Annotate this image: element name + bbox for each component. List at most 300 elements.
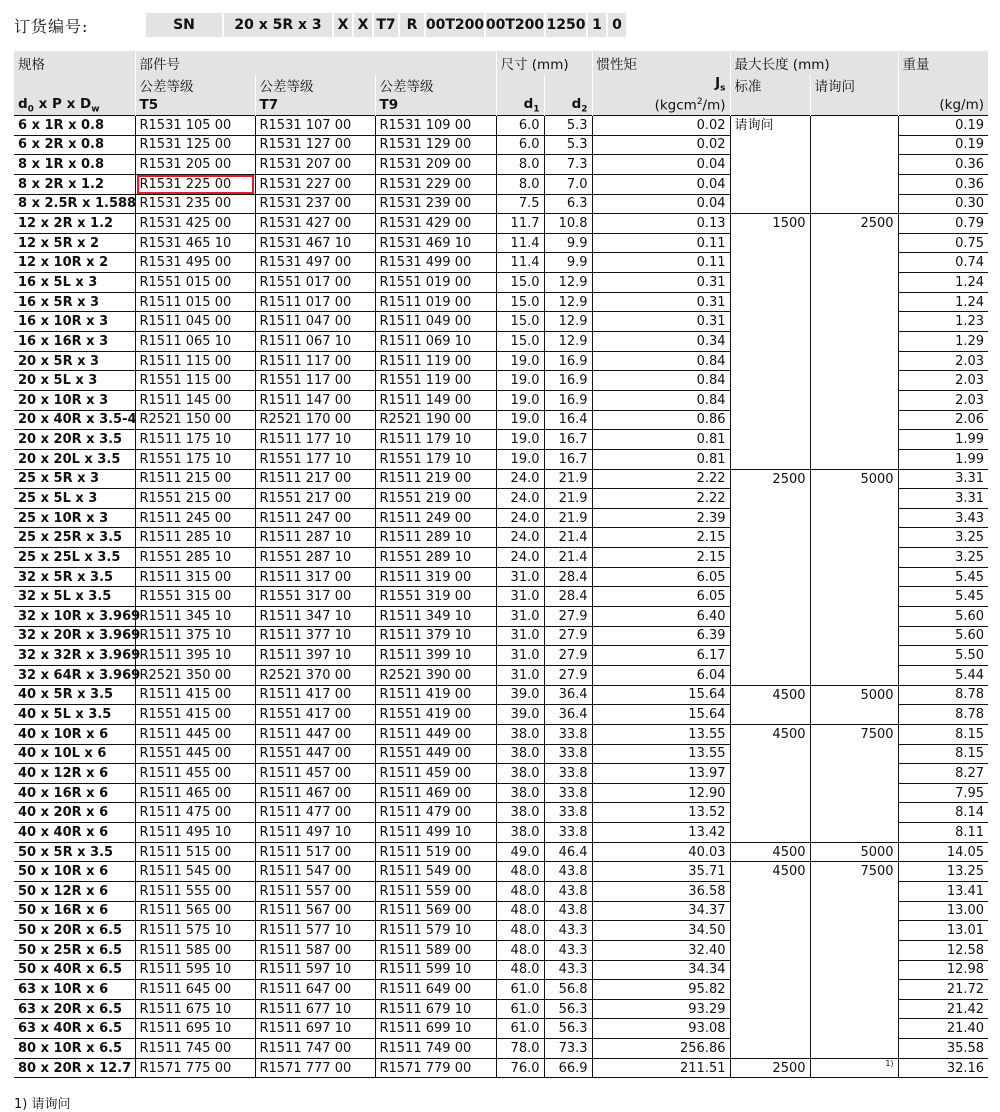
cell-d1: 24.0 xyxy=(496,548,544,568)
cell-weight: 3.43 xyxy=(898,508,988,528)
cell-part-t5: R1551 285 10 xyxy=(135,548,255,568)
table-row xyxy=(14,312,988,332)
cell-d2: 43.8 xyxy=(544,862,592,882)
cell-d1: 48.0 xyxy=(496,901,544,921)
cell-d2: 43.3 xyxy=(544,921,592,941)
table-row xyxy=(14,783,988,803)
cell-d2: 12.9 xyxy=(544,332,592,352)
table-row xyxy=(14,371,988,391)
cell-length-standard xyxy=(730,194,810,214)
cell-part-t9: R1511 069 10 xyxy=(375,332,496,352)
header-part-no: 部件号 xyxy=(135,51,496,75)
cell-inertia: 6.40 xyxy=(592,607,730,627)
cell-part-t7: R1511 147 00 xyxy=(255,390,375,410)
cell-d1: 11.4 xyxy=(496,233,544,253)
cell-part-t5: R1531 425 00 xyxy=(135,214,255,234)
cell-d2: 33.8 xyxy=(544,724,592,744)
cell-d1: 48.0 xyxy=(496,921,544,941)
table-row xyxy=(14,233,988,253)
table-row xyxy=(14,724,988,744)
cell-length-request xyxy=(810,292,898,312)
cell-d2: 21.9 xyxy=(544,508,592,528)
cell-length-request xyxy=(810,646,898,666)
cell-length-standard xyxy=(730,155,810,175)
cell-inertia: 13.55 xyxy=(592,744,730,764)
cell-d1: 19.0 xyxy=(496,351,544,371)
cell-part-t9: R1511 549 00 xyxy=(375,862,496,882)
cell-part-t5: R1511 585 00 xyxy=(135,940,255,960)
cell-inertia: 211.51 xyxy=(592,1058,730,1078)
cell-inertia: 0.04 xyxy=(592,174,730,194)
cell-d2: 12.9 xyxy=(544,312,592,332)
cell-length-standard: 2500 xyxy=(730,1058,810,1078)
order-code-cell: 0 xyxy=(608,13,626,37)
cell-d1: 38.0 xyxy=(496,744,544,764)
cell-size: 12 x 5R x 2 xyxy=(14,233,135,253)
cell-length-request xyxy=(810,940,898,960)
header-on-request: 请询问 xyxy=(810,75,898,95)
cell-length-standard xyxy=(730,587,810,607)
cell-size: 50 x 10R x 6 xyxy=(14,862,135,882)
cell-length-request: 1) xyxy=(810,1058,898,1078)
cell-d1: 19.0 xyxy=(496,410,544,430)
cell-d1: 31.0 xyxy=(496,587,544,607)
cell-inertia: 95.82 xyxy=(592,980,730,1000)
cell-weight: 0.36 xyxy=(898,174,988,194)
cell-part-t7: R1511 587 00 xyxy=(255,940,375,960)
cell-part-t5: R1531 205 00 xyxy=(135,155,255,175)
cell-weight: 3.25 xyxy=(898,548,988,568)
cell-length-request: 7500 xyxy=(810,724,898,744)
cell-d1: 24.0 xyxy=(496,508,544,528)
cell-part-t9: R1511 319 00 xyxy=(375,567,496,587)
cell-part-t7: R1511 067 10 xyxy=(255,332,375,352)
header-blank xyxy=(496,75,544,95)
header-js: $J_s$ xyxy=(592,75,730,95)
cell-d2: 33.8 xyxy=(544,823,592,843)
cell-length-request xyxy=(810,371,898,391)
cell-part-t9: R1531 429 00 xyxy=(375,214,496,234)
cell-part-t5: R1511 645 00 xyxy=(135,980,255,1000)
table-row xyxy=(14,921,988,941)
cell-weight: 21.42 xyxy=(898,999,988,1019)
cell-length-standard xyxy=(730,1039,810,1059)
cell-length-standard xyxy=(730,921,810,941)
cell-length-request xyxy=(810,803,898,823)
cell-part-t9: R1511 179 10 xyxy=(375,430,496,450)
cell-d2: 16.7 xyxy=(544,449,592,469)
cell-part-t9: R1531 239 00 xyxy=(375,194,496,214)
cell-part-t7: R1511 397 10 xyxy=(255,646,375,666)
cell-part-t5: R1511 545 00 xyxy=(135,862,255,882)
table-row xyxy=(14,567,988,587)
cell-d1: 19.0 xyxy=(496,371,544,391)
table-row xyxy=(14,960,988,980)
header-standard: 标准 xyxy=(730,75,810,95)
cell-size: 20 x 5R x 3 xyxy=(14,351,135,371)
cell-length-request xyxy=(810,332,898,352)
cell-d2: 16.7 xyxy=(544,430,592,450)
cell-part-t5: R1511 285 10 xyxy=(135,528,255,548)
cell-length-standard xyxy=(730,548,810,568)
cell-part-t9: R1511 049 00 xyxy=(375,312,496,332)
cell-part-t5: R1511 245 00 xyxy=(135,508,255,528)
cell-part-t9: R1531 499 00 xyxy=(375,253,496,273)
cell-length-standard xyxy=(730,390,810,410)
cell-part-t5: R1511 565 00 xyxy=(135,901,255,921)
cell-d2: 6.3 xyxy=(544,194,592,214)
cell-length-request xyxy=(810,312,898,332)
cell-part-t9: R1511 499 10 xyxy=(375,823,496,843)
cell-size: 25 x 5R x 3 xyxy=(14,469,135,489)
cell-weight: 5.44 xyxy=(898,665,988,685)
cell-part-t9: R1511 579 10 xyxy=(375,921,496,941)
cell-weight: 8.15 xyxy=(898,744,988,764)
cell-length-request xyxy=(810,567,898,587)
cell-part-t9: R1511 289 10 xyxy=(375,528,496,548)
cell-inertia: 13.55 xyxy=(592,724,730,744)
table-row xyxy=(14,823,988,843)
cell-inertia: 2.15 xyxy=(592,528,730,548)
cell-length-standard xyxy=(730,823,810,843)
cell-weight: 12.98 xyxy=(898,960,988,980)
cell-inertia: 0.81 xyxy=(592,430,730,450)
table-row xyxy=(14,548,988,568)
cell-part-t9: R1531 469 10 xyxy=(375,233,496,253)
cell-part-t9: R1511 219 00 xyxy=(375,469,496,489)
cell-d2: 12.9 xyxy=(544,292,592,312)
cell-weight: 8.78 xyxy=(898,685,988,705)
cell-length-request xyxy=(810,960,898,980)
header-blank xyxy=(730,95,810,116)
cell-d2: 16.9 xyxy=(544,351,592,371)
cell-d2: 36.4 xyxy=(544,685,592,705)
cell-part-t9: R1511 479 00 xyxy=(375,803,496,823)
header-spec: 规格 xyxy=(14,51,135,75)
cell-size: 25 x 10R x 3 xyxy=(14,508,135,528)
cell-d1: 8.0 xyxy=(496,174,544,194)
cell-d1: 39.0 xyxy=(496,685,544,705)
cell-length-request xyxy=(810,390,898,410)
cell-inertia: 0.04 xyxy=(592,194,730,214)
cell-size: 16 x 5L x 3 xyxy=(14,273,135,293)
table-body xyxy=(14,116,988,1078)
header-inertia-unit: (kgcm$^2$/m) xyxy=(592,95,730,116)
cell-length-standard xyxy=(730,999,810,1019)
cell-inertia: 0.84 xyxy=(592,390,730,410)
table-row xyxy=(14,351,988,371)
cell-part-t5: R1511 045 00 xyxy=(135,312,255,332)
cell-part-t5: R1511 345 10 xyxy=(135,607,255,627)
cell-part-t7: R1511 677 10 xyxy=(255,999,375,1019)
cell-length-standard xyxy=(730,410,810,430)
cell-length-standard: 请询问 xyxy=(730,116,810,136)
cell-part-t5: R1531 125 00 xyxy=(135,135,255,155)
cell-length-standard xyxy=(730,940,810,960)
cell-part-t9: R1511 149 00 xyxy=(375,390,496,410)
cell-length-standard: 4500 xyxy=(730,685,810,705)
header-t7: T7 xyxy=(255,95,375,116)
cell-inertia: 6.04 xyxy=(592,665,730,685)
cell-inertia: 2.22 xyxy=(592,469,730,489)
table-row xyxy=(14,862,988,882)
cell-length-request xyxy=(810,548,898,568)
cell-part-t5: R1531 495 00 xyxy=(135,253,255,273)
cell-length-request xyxy=(810,174,898,194)
cell-size: 40 x 5R x 3.5 xyxy=(14,685,135,705)
order-code-cell: R xyxy=(400,13,424,37)
cell-length-request xyxy=(810,744,898,764)
header-d1: $d_1$ xyxy=(496,95,544,116)
cell-d2: 56.3 xyxy=(544,1019,592,1039)
cell-length-standard xyxy=(730,803,810,823)
cell-length-standard xyxy=(730,607,810,627)
cell-size: 40 x 20R x 6 xyxy=(14,803,135,823)
cell-part-t7: R1531 237 00 xyxy=(255,194,375,214)
cell-part-t5: R1511 555 00 xyxy=(135,881,255,901)
cell-part-t7: R1551 177 10 xyxy=(255,449,375,469)
cell-d2: 7.0 xyxy=(544,174,592,194)
cell-part-t5: R1511 445 00 xyxy=(135,724,255,744)
table-row xyxy=(14,842,988,862)
table-row xyxy=(14,665,988,685)
cell-inertia: 15.64 xyxy=(592,705,730,725)
cell-d2: 33.8 xyxy=(544,764,592,784)
order-code-cell: 1250 xyxy=(546,13,586,37)
cell-weight: 3.31 xyxy=(898,489,988,509)
cell-weight: 21.72 xyxy=(898,980,988,1000)
cell-inertia: 34.37 xyxy=(592,901,730,921)
cell-length-request xyxy=(810,116,898,136)
table-row xyxy=(14,940,988,960)
cell-inertia: 6.05 xyxy=(592,587,730,607)
cell-inertia: 0.81 xyxy=(592,449,730,469)
cell-part-t7: R1551 417 00 xyxy=(255,705,375,725)
table-row xyxy=(14,803,988,823)
cell-size: 25 x 25L x 3.5 xyxy=(14,548,135,568)
cell-length-standard: 1500 xyxy=(730,214,810,234)
header-max-length: 最大长度 (mm) xyxy=(730,51,898,75)
cell-length-request xyxy=(810,351,898,371)
table-row xyxy=(14,764,988,784)
cell-inertia: 13.42 xyxy=(592,823,730,843)
cell-d1: 48.0 xyxy=(496,960,544,980)
cell-size: 32 x 32R x 3.969 xyxy=(14,646,135,666)
cell-part-t9: R1511 649 00 xyxy=(375,980,496,1000)
cell-part-t9: R1531 109 00 xyxy=(375,116,496,136)
cell-d1: 6.0 xyxy=(496,135,544,155)
cell-length-request xyxy=(810,449,898,469)
cell-inertia: 6.17 xyxy=(592,646,730,666)
cell-part-t9: R1571 779 00 xyxy=(375,1058,496,1078)
table-row xyxy=(14,528,988,548)
cell-inertia: 256.86 xyxy=(592,1039,730,1059)
cell-inertia: 2.15 xyxy=(592,548,730,568)
cell-d2: 46.4 xyxy=(544,842,592,862)
cell-weight: 5.45 xyxy=(898,567,988,587)
spec-table xyxy=(14,51,988,1078)
cell-part-t9: R1531 209 00 xyxy=(375,155,496,175)
cell-weight: 8.11 xyxy=(898,823,988,843)
cell-size: 50 x 16R x 6 xyxy=(14,901,135,921)
cell-part-t7: R1511 177 10 xyxy=(255,430,375,450)
header-t9: T9 xyxy=(375,95,496,116)
cell-length-standard xyxy=(730,292,810,312)
header-d2: $d_2$ xyxy=(544,95,592,116)
table-header xyxy=(14,51,988,116)
footnote: 1) 请询问 xyxy=(14,1097,71,1112)
cell-d1: 31.0 xyxy=(496,567,544,587)
cell-size: 50 x 40R x 6.5 xyxy=(14,960,135,980)
cell-weight: 13.00 xyxy=(898,901,988,921)
cell-part-t7: R1511 457 00 xyxy=(255,764,375,784)
cell-length-request xyxy=(810,999,898,1019)
cell-d2: 56.8 xyxy=(544,980,592,1000)
header-tolerance-t7: 公差等级 xyxy=(255,75,375,95)
cell-d2: 12.9 xyxy=(544,273,592,293)
cell-size: 32 x 5L x 3.5 xyxy=(14,587,135,607)
cell-weight: 1.24 xyxy=(898,292,988,312)
cell-weight: 5.60 xyxy=(898,607,988,627)
table-row xyxy=(14,332,988,352)
table-row xyxy=(14,685,988,705)
cell-d2: 5.3 xyxy=(544,116,592,136)
cell-part-t5: R1511 465 00 xyxy=(135,783,255,803)
cell-length-request xyxy=(810,489,898,509)
cell-length-standard xyxy=(730,233,810,253)
cell-part-t5: R1511 215 00 xyxy=(135,469,255,489)
order-code-cell: X xyxy=(334,13,352,37)
table-row xyxy=(14,705,988,725)
cell-length-request xyxy=(810,135,898,155)
cell-part-t5: R1511 695 10 xyxy=(135,1019,255,1039)
cell-part-t9: R1531 129 00 xyxy=(375,135,496,155)
cell-length-standard xyxy=(730,901,810,921)
table-row xyxy=(14,273,988,293)
table-row xyxy=(14,155,988,175)
cell-weight: 1.99 xyxy=(898,449,988,469)
cell-inertia: 0.04 xyxy=(592,155,730,175)
cell-length-standard xyxy=(730,489,810,509)
cell-d2: 27.9 xyxy=(544,646,592,666)
cell-d1: 38.0 xyxy=(496,764,544,784)
cell-part-t9: R1511 249 00 xyxy=(375,508,496,528)
cell-part-t9: R1551 219 00 xyxy=(375,489,496,509)
cell-weight: 13.41 xyxy=(898,881,988,901)
cell-inertia: 0.31 xyxy=(592,292,730,312)
cell-weight: 7.95 xyxy=(898,783,988,803)
table-row xyxy=(14,292,988,312)
cell-part-t7: R1511 347 10 xyxy=(255,607,375,627)
cell-d1: 39.0 xyxy=(496,705,544,725)
cell-d1: 15.0 xyxy=(496,312,544,332)
order-code-cell: 00T200 xyxy=(426,13,484,37)
cell-size: 40 x 10L x 6 xyxy=(14,744,135,764)
header-blank xyxy=(898,75,988,95)
cell-d2: 73.3 xyxy=(544,1039,592,1059)
cell-d1: 6.0 xyxy=(496,116,544,136)
cell-part-t7: R1511 647 00 xyxy=(255,980,375,1000)
cell-weight: 5.45 xyxy=(898,587,988,607)
cell-length-request: 7500 xyxy=(810,862,898,882)
cell-length-request xyxy=(810,881,898,901)
cell-d1: 31.0 xyxy=(496,626,544,646)
cell-size: 40 x 10R x 6 xyxy=(14,724,135,744)
cell-length-standard xyxy=(730,881,810,901)
cell-part-t7: R1511 287 10 xyxy=(255,528,375,548)
cell-size: 80 x 10R x 6.5 xyxy=(14,1039,135,1059)
cell-inertia: 40.03 xyxy=(592,842,730,862)
cell-size: 25 x 5L x 3 xyxy=(14,489,135,509)
cell-inertia: 0.86 xyxy=(592,410,730,430)
cell-part-t9: R1511 699 10 xyxy=(375,1019,496,1039)
cell-part-t5: R1511 175 10 xyxy=(135,430,255,450)
cell-d1: 48.0 xyxy=(496,881,544,901)
cell-part-t7: R1551 117 00 xyxy=(255,371,375,391)
cell-part-t7: R1511 547 00 xyxy=(255,862,375,882)
cell-d2: 43.8 xyxy=(544,901,592,921)
cell-length-request xyxy=(810,1019,898,1039)
cell-size: 25 x 25R x 3.5 xyxy=(14,528,135,548)
header-inertia: 惯性矩 xyxy=(592,51,730,75)
cell-length-request xyxy=(810,528,898,548)
cell-size: 63 x 10R x 6 xyxy=(14,980,135,1000)
cell-d1: 24.0 xyxy=(496,528,544,548)
order-number-row xyxy=(14,12,628,38)
cell-part-t5: R1511 115 00 xyxy=(135,351,255,371)
cell-d2: 21.4 xyxy=(544,548,592,568)
cell-length-standard xyxy=(730,626,810,646)
cell-part-t7: R1511 017 00 xyxy=(255,292,375,312)
table-row xyxy=(14,410,988,430)
cell-weight: 2.03 xyxy=(898,351,988,371)
cell-part-t5: R1511 515 00 xyxy=(135,842,255,862)
cell-length-standard: 2500 xyxy=(730,469,810,489)
cell-length-standard xyxy=(730,332,810,352)
cell-length-standard xyxy=(730,508,810,528)
table-row xyxy=(14,253,988,273)
header-d0-p-dw: $d_0$ x P x $D_w$ xyxy=(14,95,135,116)
cell-weight: 0.74 xyxy=(898,253,988,273)
table-row xyxy=(14,980,988,1000)
cell-d2: 21.9 xyxy=(544,469,592,489)
cell-part-t7: R1531 227 00 xyxy=(255,174,375,194)
cell-weight: 2.03 xyxy=(898,371,988,391)
order-code-cell: X xyxy=(354,13,372,37)
cell-inertia: 2.39 xyxy=(592,508,730,528)
cell-size: 12 x 2R x 1.2 xyxy=(14,214,135,234)
cell-weight: 5.50 xyxy=(898,646,988,666)
cell-weight: 0.36 xyxy=(898,155,988,175)
cell-d2: 56.3 xyxy=(544,999,592,1019)
cell-d2: 43.3 xyxy=(544,940,592,960)
header-tolerance-t5: 公差等级 xyxy=(135,75,255,95)
cell-weight: 2.03 xyxy=(898,390,988,410)
cell-d1: 38.0 xyxy=(496,823,544,843)
cell-d1: 19.0 xyxy=(496,430,544,450)
cell-part-t7: R1551 317 00 xyxy=(255,587,375,607)
cell-weight: 2.06 xyxy=(898,410,988,430)
cell-part-t5: R1511 595 10 xyxy=(135,960,255,980)
cell-weight: 0.79 xyxy=(898,214,988,234)
table-row xyxy=(14,489,988,509)
cell-part-t9: R1511 419 00 xyxy=(375,685,496,705)
cell-length-standard xyxy=(730,960,810,980)
cell-part-t9: R2521 190 00 xyxy=(375,410,496,430)
cell-length-request xyxy=(810,901,898,921)
cell-part-t7: R1551 287 10 xyxy=(255,548,375,568)
cell-d1: 11.7 xyxy=(496,214,544,234)
